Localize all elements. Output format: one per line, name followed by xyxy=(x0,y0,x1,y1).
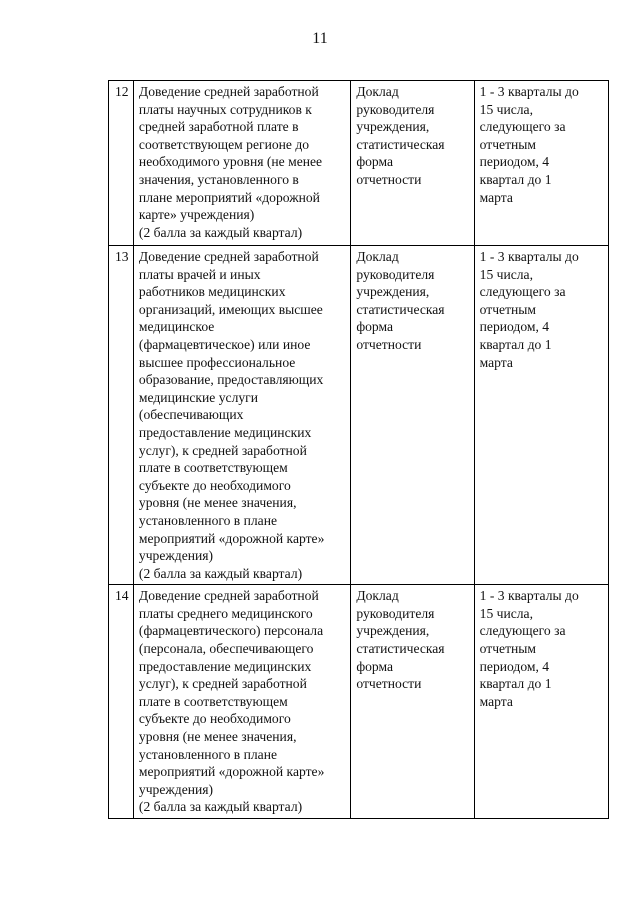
table-row xyxy=(109,246,609,585)
description-line: мероприятий «дорожной карте» xyxy=(138,530,325,546)
description-line: высшее профессиональное xyxy=(138,354,296,370)
source-cell xyxy=(351,585,474,819)
description-line: платы научных сотрудников к xyxy=(138,101,312,117)
description-line: работников медицинских xyxy=(138,284,286,300)
term-line: 1 - 3 кварталы до xyxy=(479,588,579,604)
term-line: периодом, 4 xyxy=(479,319,550,335)
term-line: марта xyxy=(479,189,513,205)
term-line: 1 - 3 кварталы до xyxy=(479,84,579,99)
source-cell xyxy=(351,246,474,585)
term-line: отчетным xyxy=(479,641,537,657)
term-line: квартал до 1 xyxy=(479,171,552,187)
term-line: квартал до 1 xyxy=(479,336,552,352)
source-line: руководителя xyxy=(356,101,435,117)
source-line: статистическая xyxy=(356,301,445,317)
source-line: учреждения, xyxy=(356,623,430,639)
source-line: Доклад xyxy=(356,588,399,604)
term-line: 1 - 3 кварталы до xyxy=(479,249,579,264)
description-line: учреждения) xyxy=(138,781,214,797)
description-line: платы среднего медицинского xyxy=(138,605,313,621)
term-cell xyxy=(474,246,608,585)
description-line: учреждения) xyxy=(138,548,214,564)
row-number: 13 xyxy=(109,246,134,585)
term-line: отчетным xyxy=(479,136,537,152)
source-cell xyxy=(351,81,474,246)
source-line: форма xyxy=(356,319,394,335)
term-cell xyxy=(474,81,608,246)
source-line: форма xyxy=(356,658,394,674)
row-number: 14 xyxy=(109,585,134,819)
description-line: медицинское xyxy=(138,319,215,335)
source-line: учреждения, xyxy=(356,284,430,300)
description-line: (2 балла за каждый квартал) xyxy=(138,565,303,581)
description-line: установленного в плане xyxy=(138,746,278,762)
description-line: (персонала, обеспечивающего xyxy=(138,641,314,657)
table-row xyxy=(109,585,609,819)
description-line: карте» учреждения) xyxy=(138,207,255,223)
description-line: (фармацевтического) персонала xyxy=(138,623,324,639)
description-line: субъекте до необходимого xyxy=(138,711,291,727)
source-line: отчетности xyxy=(356,676,422,692)
source-line: учреждения, xyxy=(356,119,430,135)
description-line: средней заработной плате в xyxy=(138,119,299,135)
description-line: (обеспечивающих xyxy=(138,407,244,423)
term-line: 15 числа, xyxy=(479,605,533,621)
term-cell xyxy=(474,585,608,819)
description-cell xyxy=(133,585,350,819)
source-line: Доклад xyxy=(356,84,399,99)
source-line: руководителя xyxy=(356,605,435,621)
description-line: плане мероприятий «дорожной xyxy=(138,189,320,205)
term-line: периодом, 4 xyxy=(479,658,550,674)
description-line: платы врачей и иных xyxy=(138,266,261,282)
source-line: статистическая xyxy=(356,136,445,152)
description-line: уровня (не менее значения, xyxy=(138,495,297,511)
term-line: 15 числа, xyxy=(479,266,533,282)
term-line: следующего за xyxy=(479,119,566,135)
description-cell xyxy=(133,81,350,246)
source-line: отчетности xyxy=(356,171,422,187)
description-line: организаций, имеющих высшее xyxy=(138,301,323,317)
description-line: установленного в плане xyxy=(138,512,278,528)
source-line: отчетности xyxy=(356,336,422,352)
source-line: Доклад xyxy=(356,249,399,264)
description-line: предоставление медицинских xyxy=(138,658,312,674)
description-line: Доведение средней заработной xyxy=(138,249,319,264)
row-number: 12 xyxy=(109,81,134,246)
criteria-table xyxy=(108,80,609,819)
description-line: Доведение средней заработной xyxy=(138,588,319,604)
description-line: плате в соответствующем xyxy=(138,693,288,709)
description-line: (2 балла за каждый квартал) xyxy=(138,224,303,240)
term-line: марта xyxy=(479,693,513,709)
source-line: форма xyxy=(356,154,394,170)
source-line: руководителя xyxy=(356,266,435,282)
description-line: Доведение средней заработной xyxy=(138,84,319,99)
description-cell xyxy=(133,246,350,585)
description-line: предоставление медицинских xyxy=(138,424,312,440)
description-line: услуг), к средней заработной xyxy=(138,676,307,692)
source-line: статистическая xyxy=(356,641,445,657)
description-line: значения, установленного в xyxy=(138,171,299,187)
term-line: 15 числа, xyxy=(479,101,533,117)
description-line: необходимого уровня (не менее xyxy=(138,154,323,170)
term-line: отчетным xyxy=(479,301,537,317)
table-row xyxy=(109,81,609,246)
description-line: субъекте до необходимого xyxy=(138,477,291,493)
description-line: мероприятий «дорожной карте» xyxy=(138,764,325,780)
term-line: периодом, 4 xyxy=(479,154,550,170)
description-line: услуг), к средней заработной xyxy=(138,442,307,458)
description-line: (фармацевтическое) или иное xyxy=(138,336,311,352)
description-line: образование, предоставляющих xyxy=(138,372,324,388)
term-line: квартал до 1 xyxy=(479,676,552,692)
description-line: (2 балла за каждый квартал) xyxy=(138,799,303,815)
description-line: плате в соответствующем xyxy=(138,460,288,476)
description-line: уровня (не менее значения, xyxy=(138,729,297,745)
description-line: соответствующем регионе до xyxy=(138,136,310,152)
page-number: 11 xyxy=(312,30,328,47)
description-line: медицинские услуги xyxy=(138,389,258,405)
term-line: следующего за xyxy=(479,284,566,300)
term-line: следующего за xyxy=(479,623,566,639)
term-line: марта xyxy=(479,354,513,370)
